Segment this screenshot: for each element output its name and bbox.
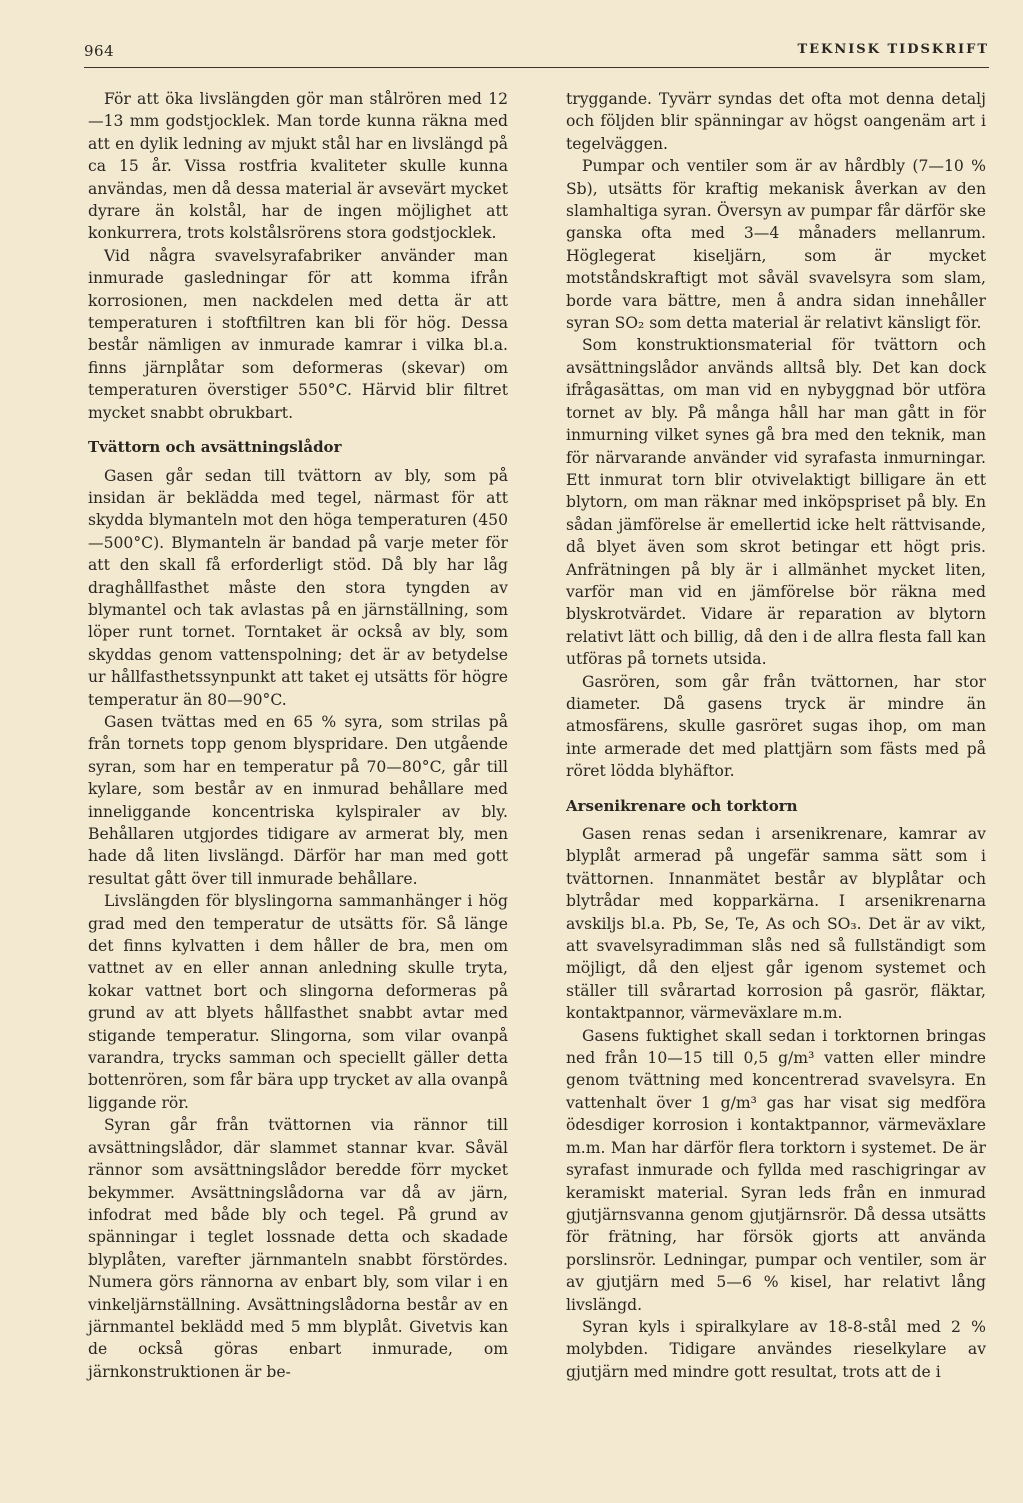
paragraph: Livslängden för blyslingorna sammanhänger i hög grad med den temperatur de utsätts för. Så länge det finns kylvatten i dem håller de bra, men om vattnet av en eller annan anledning skulle tryta, kokar vattnet bort och slingorna deformeras på grund av att blyets hållfasthet snabbt avtar med stigande temperatur. Slingorna, som vilar ovanpå varandra, trycks samman och speciellt gäller detta bottenrören, som får bära upp trycket av alla ovanpå liggande rör. <box>88 892 508 1112</box>
page-header <box>84 40 989 64</box>
paragraph: För att öka livslängden gör man stålrören med 12—13 mm godstjocklek. Man torde kunna räkna med att en dylik ledning av mjukt stål har en livslängd på ca 15 år. Vissa rostfria kvaliteter skulle kunna användas, men då dessa material är avsevärt mycket dyrare än kolstål, har de ingen möjlighet att konkurrera, trots kolstålsrörens stora godstjocklek. <box>88 90 508 243</box>
paragraph: tryggande. Tyvärr syndas det ofta mot denna detalj och följden blir spänningar av högst oangenäm art i tegelväggen. <box>566 90 986 153</box>
journal-title: TEKNISK TIDSKRIFT <box>797 42 989 57</box>
header-rule <box>84 67 989 68</box>
paragraph: Gasen tvättas med en 65 % syra, som strilas på från tornets topp genom blyspridare. Den utgående syran, som har en temperatur på 70—80°C, går till kylare, som består av en inmurad behållare med inneliggande koncentriska kylspiraler av bly. Behållaren utgjordes tidigare av armerat bly, men hade då liten livslängd. Därför har man med gott resultat gått över till inmurade behållare. <box>88 712 508 888</box>
page-number: 964 <box>84 42 115 60</box>
paragraph: Pumpar och ventiler som är av hårdbly (7—10 % Sb), utsätts för kraftig mekanisk åverkan av den slamhaltiga syran. Översyn av pumpar får därför ske ganska ofta med 3—4 månaders mellanrum. Höglegerat kiseljärn, som är mycket motståndskraftigt mot såväl svavelsyra som slam, borde vara bättre, men å andra sidan innehåller syran SO₂ som detta material är relativt känsligt för. <box>566 157 986 333</box>
left-column <box>88 88 508 1383</box>
section-heading: Arsenikrenare och torktorn <box>566 796 798 815</box>
paragraph: Syran går från tvättornen via rännor till avsättningslådor, där slammet stannar kvar. Såväl rännor som avsättningslådor beredde förr mycket bekymmer. Avsättningslådorna var då av järn, infodrat med både bly och tegel. På grund av spänningar i teglet lossnade detta och skadade blyplåten, varefter järnmanteln snabbt förstördes. Numera görs rännorna av enbart bly, som vilar i en vinkeljärnställning. Avsättningslådorna består av en järnmantel beklädd med 5 mm blyplåt. Givetvis kan de också göras enbart inmurade, om järnkonstruktionen är be- <box>88 1116 508 1381</box>
paragraph: Gasrören, som går från tvättornen, har stor diameter. Då gasens tryck är mindre än atmosfärens, skulle gasröret sugas ihop, om man inte armerade det med plattjärn som fästs med på röret lödda blyhäftor. <box>566 672 986 781</box>
paragraph: Gasen renas sedan i arsenikrenare, kamrar av blyplåt armerad på ungefär samma sätt som i tvättornen. Innanmätet består av blyplåtar och blytrådar med kopparkärna. I arsenikrenarna avskiljs bl.a. Pb, Se, Te, As och SO₃. Det är av vikt, att svavelsyradimman slås ned så fullständigt som möjligt, då den eljest går igenom systemet och ställer till svårartad korrosion på gasrör, fläktar, kontaktpannor, värmeväxlare m.m. <box>566 825 986 1023</box>
paragraph: Gasen går sedan till tvättorn av bly, som på insidan är beklädda med tegel, närmast för att skydda blymanteln mot den höga temperaturen (450—500°C). Blymanteln är bandad på varje meter för att den skall få erforderligt stöd. Då bly har låg draghållfasthet måste den stora tyngden av blymantel och tak avlastas på en järnställning, som löper runt tornet. Torntaket är också av bly, som skyddas genom vattenspolning; det är av betydelse ur hållfasthetssynpunkt att taket ej utsätts för högre temperatur än 80—90°C. <box>88 466 508 709</box>
right-column <box>566 88 986 1383</box>
section-heading: Tvättorn och avsättningslådor <box>88 438 342 457</box>
paragraph: Syran kyls i spiralkylare av 18-8-stål med 2 % molybden. Tidigare användes rieselkylare av gjutjärn med mindre gott resultat, trots att de i <box>566 1317 986 1381</box>
paragraph: Vid några svavelsyrafabriker använder man inmurade gasledningar för att komma ifrån korrosionen, men nackdelen med detta är att temperaturen i stoftfiltren kan bli för hög. Dessa består nämligen av inmurade kamrar i vilka bl.a. finns järnplåtar som deformeras (skevar) om temperaturen överstiger 550°C. Härvid blir filtret mycket snabbt obrukbart. <box>88 246 508 422</box>
paragraph: Som konstruktionsmaterial för tvättorn och avsättningslådor används alltså bly. Det kan dock ifrågasättas, om man vid en nybyggnad bör utföra tornet av bly. På många håll har man gått in för inmurning vilket synes gå bra med den teknik, man för närvarande använder vid syrafasta inmurningar. Ett inmurat torn blir otvivelaktigt billigare än ett blytorn, om man räknar med inköpspriset på bly. En sådan jämförelse är emellertid icke helt rättvisande, då blyet även som skrot betingar ett högt pris. Anfrätningen på bly är i allmänhet mycket liten, varför man vid en jämförelse bör räkna med blyskrotvärdet. Vidare är reparation av blytorn relativt lätt och billig, då den i de allra flesta fall kan utföras på tornets utsida. <box>566 336 986 669</box>
paragraph: Gasens fuktighet skall sedan i torktornen bringas ned från 10—15 till 0,5 g/m³ vatten eller mindre genom tvättning med koncentrerad svavelsyra. En vattenhalt över 1 g/m³ gas har visat sig medföra ödesdiger korrosion i kontaktpannor, värmeväxlare m.m. Man har därför flera torktorn i systemet. De är syrafast inmurade och fyllda med raschigringar av keramiskt material. Syran leds från en inmurad gjutjärnsvanna genom gjutjärnsrör. Då dessa utsätts för frätning, har försök gjorts att använda porslinsrör. Ledningar, pumpar och ventiler, som är av gjutjärn med 5—6 % kisel, har relativt lång livslängd. <box>566 1026 986 1314</box>
